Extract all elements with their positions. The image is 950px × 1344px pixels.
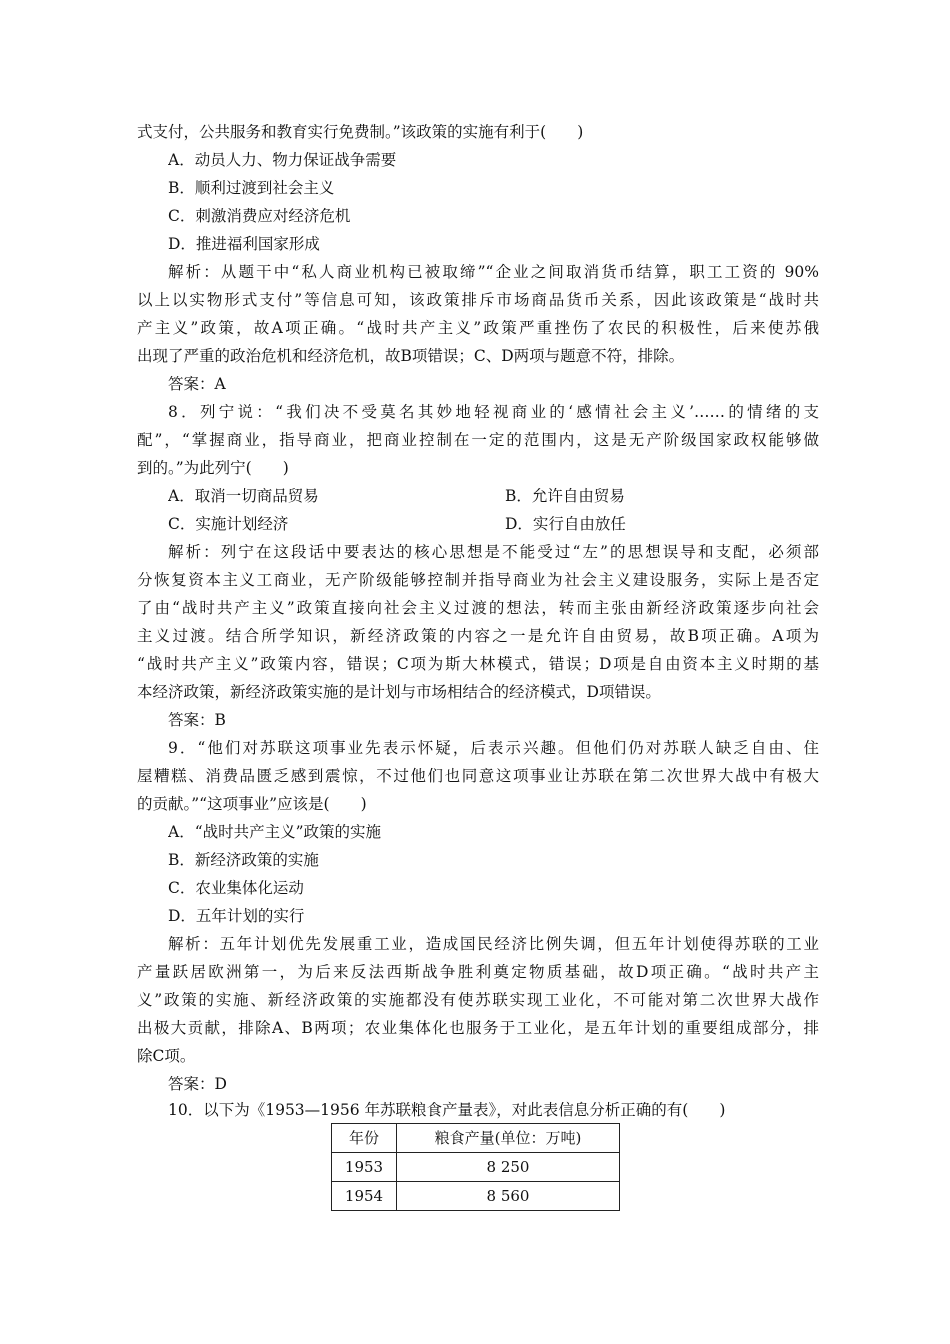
q9-analysis-line: 产量跃居欧洲第一，为后来反法西斯战争胜利奠定物质基础，故D项正确。“战时共产主: [137, 963, 819, 981]
q7-answer: 答案：A: [168, 375, 226, 393]
table-cell-year: 1953: [332, 1153, 397, 1182]
table-header-row: [332, 1124, 620, 1153]
q7-stem-tail: 式支付，公共服务和教育实行免费制。”该政策的实施有利于( ): [137, 123, 584, 141]
table-row: [332, 1182, 620, 1211]
q9-analysis-line: 解析：五年计划优先发展重工业，造成国民经济比例失调，但五年计划使得苏联的工业: [168, 935, 819, 953]
q9-answer: 答案：D: [168, 1075, 227, 1093]
q9-option-a: A．“战时共产主义”政策的实施: [168, 823, 382, 841]
q7-option-a: A．动员人力、物力保证战争需要: [168, 151, 397, 169]
table-cell-output: 8 560: [397, 1182, 620, 1211]
q9-stem-line: 屋糟糕、消费品匮乏感到震惊，不过他们也同意这项事业让苏联在第二次世界大战中有极大: [137, 767, 819, 785]
q9-stem-line: 9．“他们对苏联这项事业先表示怀疑，后表示兴趣。但他们仍对苏联人缺乏自由、住: [168, 739, 819, 757]
q8-analysis-line: “战时共产主义”政策内容，错误；C项为斯大林模式，错误；D项是自由资本主义时期的基: [137, 655, 819, 673]
q9-option-d: D．五年计划的实行: [168, 907, 305, 925]
q8-answer: 答案：B: [168, 711, 226, 729]
q7-analysis-line: 出现了严重的政治危机和经济危机，故B项错误；C、D两项与题意不符，排除。: [137, 347, 685, 365]
q7-analysis-line: 产主义”政策，故A项正确。“战时共产主义”政策严重挫伤了农民的积极性，后来使苏俄: [137, 319, 819, 337]
q8-options-row-2: [168, 510, 819, 538]
table-cell-year: 1954: [332, 1182, 397, 1211]
table-header-output: 粮食产量(单位：万吨): [397, 1124, 620, 1153]
q8-stem-line: 配”，“掌握商业，指导商业，把商业控制在一定的范围内，这是无产阶级国家政权能够做: [137, 431, 819, 449]
table-cell-output: 8 250: [397, 1153, 620, 1182]
q8-analysis-line: 分恢复资本主义工商业，无产阶级能够控制并指导商业为社会主义建设服务，实际上是否定: [137, 571, 819, 589]
q9-analysis-line: 除C项。: [137, 1047, 196, 1065]
q8-stem-line: 8．列宁说：“我们决不受莫名其妙地轻视商业的‘感情社会主义’……的情绪的支: [168, 403, 819, 421]
q8-option-d: D．实行自由放任: [505, 515, 626, 533]
q10-stem: 10．以下为《1953—1956 年苏联粮食产量表》，对此表信息分析正确的有( ): [168, 1101, 726, 1119]
q7-analysis-line: 以上以实物形式支付”等信息可知，该政策排斥市场商品货币关系，因此该政策是“战时共: [137, 291, 819, 309]
q8-analysis-line: 本经济政策，新经济政策实施的是计划与市场相结合的经济模式，D项错误。: [137, 683, 661, 701]
q7-option-b: B．顺利过渡到社会主义: [168, 179, 335, 197]
q8-analysis-line: 解析：列宁在这段话中要表达的核心思想是不能受过“左”的思想误导和支配，必须部: [168, 543, 819, 561]
table-row: [332, 1153, 620, 1182]
q9-analysis-line: 出极大贡献，排除A、B两项；农业集体化也服务于工业化，是五年计划的重要组成部分，排: [137, 1019, 819, 1037]
grain-output-table: [331, 1123, 620, 1211]
q9-stem-line: 的贡献。”“这项事业”应该是( ): [137, 795, 367, 813]
q8-stem-line: 到的。”为此列宁( ): [137, 459, 289, 477]
q9-option-c: C．农业集体化运动: [168, 879, 304, 897]
q9-option-b: B．新经济政策的实施: [168, 851, 319, 869]
q9-analysis-line: 义”政策的实施、新经济政策的实施都没有使苏联实现工业化，不可能对第二次世界大战作: [137, 991, 819, 1009]
q8-option-b: B．允许自由贸易: [505, 487, 625, 505]
q7-option-d: D．推进福利国家形成: [168, 235, 320, 253]
table-header-year: 年份: [332, 1124, 397, 1153]
q8-analysis-line: 主义过渡。结合所学知识，新经济政策的内容之一是允许自由贸易，故B项正确。A项为: [137, 627, 819, 645]
q8-option-c: C．实施计划经济: [168, 515, 289, 533]
q8-option-a: A．取消一切商品贸易: [168, 487, 319, 505]
q7-option-c: C．刺激消费应对经济危机: [168, 207, 351, 225]
q8-analysis-line: 了由“战时共产主义”政策直接向社会主义过渡的想法，转而主张由新经济政策逐步向社会: [137, 599, 819, 617]
q8-options-row-1: [168, 482, 819, 510]
q7-analysis-line: 解析：从题干中“私人商业机构已被取缔”“企业之间取消货币结算，职工工资的 90%: [168, 263, 819, 281]
